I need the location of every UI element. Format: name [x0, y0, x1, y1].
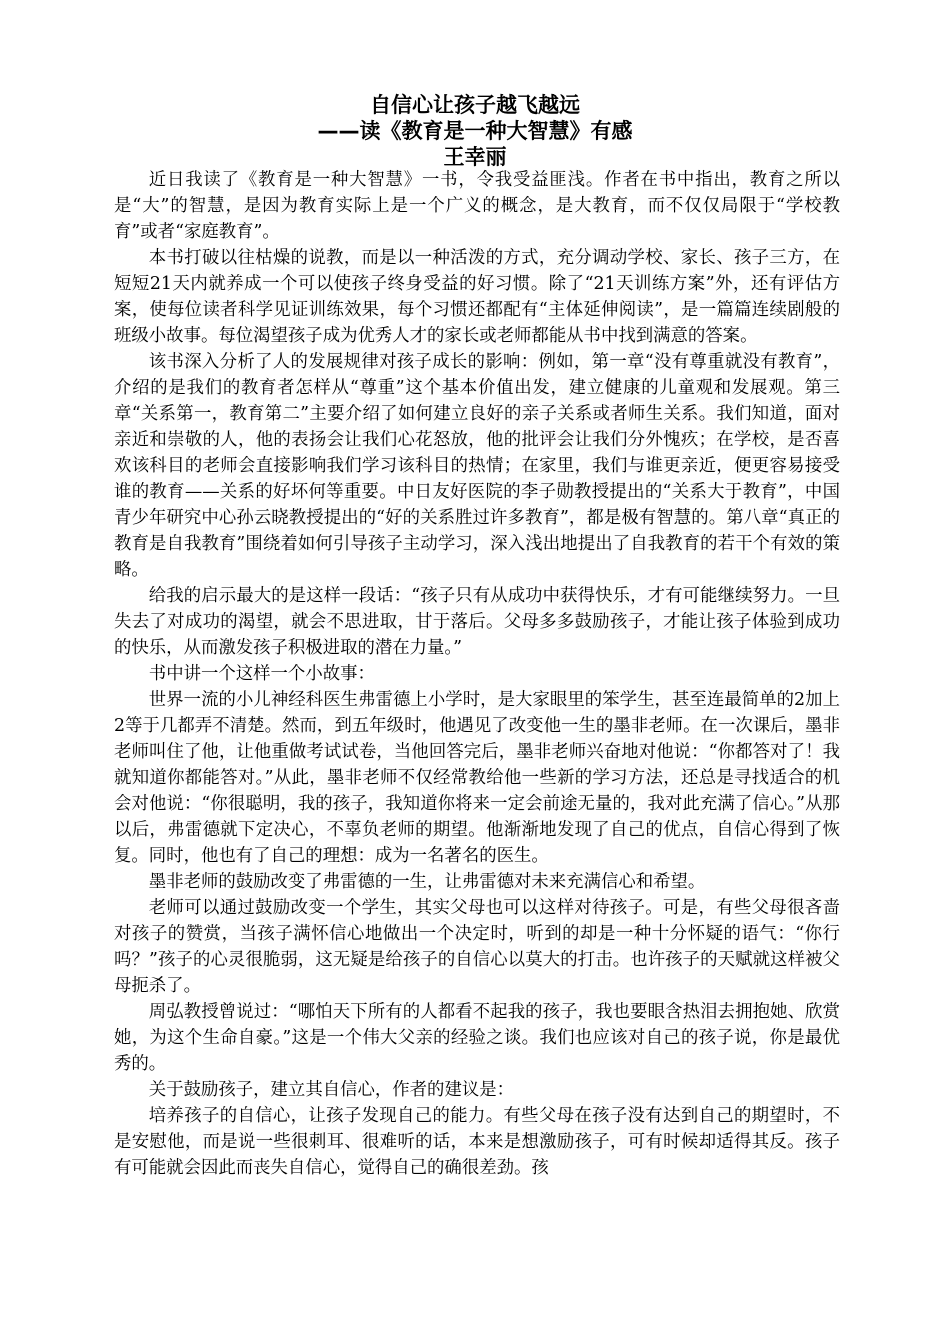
paragraph-9: 周弘教授曾说过：“哪怕天下所有的人都看不起我的孩子，我也要眼含热泪去拥抱她、欣赏她，为这个生命自豪。”这是一个伟大父亲的经验之谈。我们也应该对自己的孩子说，你是最优秀的。	[114, 1002, 840, 1074]
paragraph-4: 给我的启示最大的是这样一段话：“孩子只有从成功中获得快乐，才有可能继续努力。一旦失去了对成功的渴望，就会不思进取，甘于落后。父母多多鼓励孩子，才能让孩子体验到成功的快乐，从而激发孩子积极进取的潜在力量。”	[114, 586, 840, 658]
document-author: 王幸丽	[443, 145, 507, 169]
paragraph-1: 近日我读了《教育是一种大智慧》一书，令我受益匪浅。作者在书中指出，教育之所以是“大”的智慧，是因为教育实际上是一个广义的概念，是大教育，而不仅仅局限于“学校教育”或者“家庭教育”。	[114, 170, 840, 242]
document-header	[110, 92, 840, 170]
paragraph-10: 关于鼓励孩子，建立其自信心，作者的建议是：	[148, 1080, 515, 1100]
paragraph-3: 该书深入分析了人的发展规律对孩子成长的影响：例如，第一章“没有尊重就没有教育”，介绍的是我们的教育者怎样从“尊重”这个基本价值出发，建立健康的儿童观和发展观。第三章“关系第一，教育第二”主要介绍了如何建立良好的亲子关系或者师生关系。我们知道，面对亲近和崇敬的人，他的表扬会让我们心花怒放，他的批评会让我们分外愧疚；在学校，是否喜欢该科目的老师会直接影响我们学习该科目的热情；在家里，我们与谁更亲近，便更容易接受谁的教育——关系的好坏何等重要。中日友好医院的李子勋教授提出的“关系大于教育”，中国青少年研究中心孙云晓教授提出的“好的关系胜过许多教育”，都是极有智慧的。第八章“真正的教育是自我教育”围绕着如何引导孩子主动学习，深入浅出地提出了自我教育的若干个有效的策略。	[114, 352, 840, 580]
paragraph-5: 书中讲一个这样一个小故事：	[148, 664, 375, 684]
paragraph-2: 本书打破以往枯燥的说教，而是以一种活泼的方式，充分调动学校、家长、孩子三方，在短短21天内就养成一个可以使孩子终身受益的好习惯。除了“21天训练方案”外，还有评估方案，使每位读者科学见证训练效果，每个习惯还都配有“主体延伸阅读”，是一篇篇连续剧般的班级小故事。每位渴望孩子成为优秀人才的家长或老师都能从书中找到满意的答案。	[114, 248, 840, 346]
document-subtitle: ——读《教育是一种大智慧》有感	[317, 119, 633, 143]
paragraph-11: 培养孩子的自信心，让孩子发现自己的能力。有些父母在孩子没有达到自己的期望时，不是安慰他，而是说一些很刺耳、很难听的话，本来是想激励孩子，可有时候却适得其反。孩子有可能就会因此而丧失自信心，觉得自己的确很差劲。孩	[114, 1106, 840, 1178]
paragraph-6: 世界一流的小儿神经科医生弗雷德上小学时，是大家眼里的笨学生，甚至连最简单的2加上2等于几都弄不清楚。然而，到五年级时，他遇见了改变他一生的墨非老师。在一次课后，墨非老师叫住了他，让他重做考试试卷，当他回答完后，墨非老师兴奋地对他说：“你都答对了！我就知道你都能答对。”从此，墨非老师不仅经常教给他一些新的学习方法，还总是寻找适合的机会对他说：“你很聪明，我的孩子，我知道你将来一定会前途无量的，我对此充满了信心。”从那以后，弗雷德就下定决心，不辜负老师的期望。他渐渐地发现了自己的优点，自信心得到了恢复。同时，他也有了自己的理想：成为一名著名的医生。	[114, 690, 840, 866]
paragraph-8: 老师可以通过鼓励改变一个学生，其实父母也可以这样对待孩子。可是，有些父母很吝啬对孩子的赞赏，当孩子满怀信心地做出一个决定时，听到的却是一种十分怀疑的语气：“你行吗？”孩子的心灵很脆弱，这无疑是给孩子的自信心以莫大的打击。也许孩子的天赋就这样被父母扼杀了。	[114, 898, 840, 996]
document-body	[114, 167, 840, 1181]
paragraph-7: 墨非老师的鼓励改变了弗雷德的一生，让弗雷德对未来充满信心和希望。	[148, 872, 706, 892]
document-title: 自信心让孩子越飞越远	[370, 93, 580, 117]
